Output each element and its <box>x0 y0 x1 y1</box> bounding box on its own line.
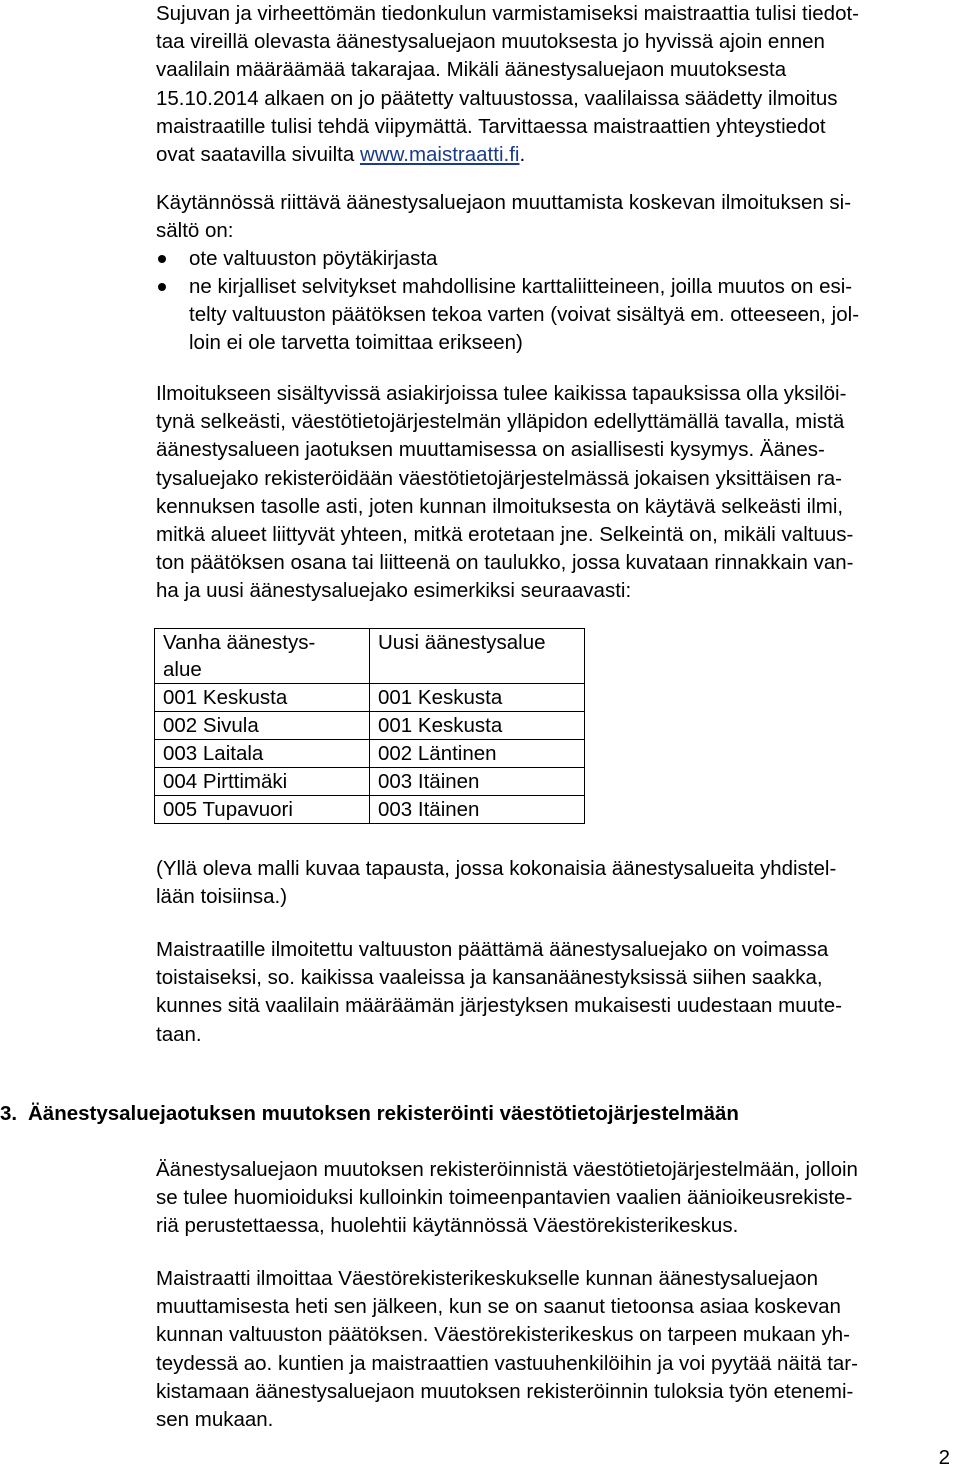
paragraph-registration <box>156 1156 946 1241</box>
table-cell: 002 Läntinen <box>370 740 585 768</box>
text-line: Maistraatti ilmoittaa Väestörekisterikeskukselle kunnan äänestysaluejaon <box>156 1267 819 1290</box>
table-header-new: Uusi äänestysalue <box>370 629 585 684</box>
table-cell: 004 Pirttimäki <box>155 768 370 796</box>
table-row <box>155 740 585 768</box>
voting-area-table <box>154 628 585 824</box>
text-line: äänestysalueen jaotuksen muuttamisessa on asiallisesti kysymys. Äänes- <box>156 438 825 462</box>
text-line: 15.10.2014 alkaen on jo päätetty valtuustossa, vaalilaissa säädetty ilmoitus <box>156 86 838 110</box>
table-cell: 003 Itäinen <box>370 768 585 796</box>
text-line: kistamaan äänestysaluejaon muutoksen rekisteröinnin tuloksia työn etenemi- <box>156 1379 854 1403</box>
page-number: 2 <box>938 1446 950 1469</box>
header-line: Vanha äänestys- <box>163 631 316 654</box>
text-line: maistraatille tulisi tehdä viipymättä. Tarvittaessa maistraattien yhteystiedot <box>156 114 826 138</box>
text-line: sältö on: <box>156 219 234 243</box>
text-line: kunnes sitä vaalilain määräämän järjestyksen mukaisesti uudestaan muute- <box>156 994 842 1018</box>
text-line: teydessä ao. kuntien ja maistraattien vastuuhenkilöihin ja voi pyytää näitä tar- <box>156 1351 858 1375</box>
text-line: kunnan valtuuston päätöksen. Väestörekisterikeskus on tarpeen mukaan yh- <box>156 1323 850 1347</box>
text-line: ne kirjalliset selvitykset mahdollisine karttaliitteineen, joilla muutos on esi- <box>189 275 853 298</box>
section-number: 3. <box>0 1102 18 1125</box>
paragraph-deadline <box>156 0 946 169</box>
paragraph-notification-process <box>156 1265 946 1434</box>
text-line: Ilmoitukseen sisältyvissä asiakirjoissa tulee kaikissa tapauksissa olla yksilöi- <box>156 382 847 405</box>
paragraph-table-note <box>156 855 946 911</box>
text-line: sen mukaan. <box>156 1408 274 1432</box>
table-cell: 001 Keskusta <box>155 684 370 712</box>
text-line: telty valtuuston päätöksen tekoa varten (voivat sisältyä em. otteeseen, jol- <box>189 303 860 327</box>
table-cell: 003 Itäinen <box>370 796 585 824</box>
text-line: taa vireillä olevasta äänestysaluejaon muutoksesta jo hyvissä ajoin ennen <box>156 30 825 54</box>
table-cell: 005 Tupavuori <box>155 796 370 824</box>
text-line: se tulee huomioiduksi kulloinkin toimeenpantavien vaalien äänioikeusrekiste- <box>156 1186 853 1210</box>
table-row <box>155 768 585 796</box>
text-line: Sujuvan ja virheettömän tiedonkulun varmistamiseksi maistraattia tulisi tiedot- <box>156 2 860 25</box>
text-fragment: . <box>519 143 526 167</box>
text-line: taan. <box>156 1022 202 1046</box>
list-item-text <box>189 273 859 358</box>
text-line: muuttamisesta heti sen jälkeen, kun se on saanut tietoonsa asiaa koskevan <box>156 1295 841 1319</box>
table-cell: 001 Keskusta <box>370 712 585 740</box>
table-row <box>155 684 585 712</box>
header-line: alue <box>163 658 202 681</box>
table-cell: 003 Laitala <box>155 740 370 768</box>
section-title: Äänestysaluejaotuksen muutoksen rekisteröinti väestötietojärjestelmään <box>28 1102 739 1125</box>
text-line: mitkä alueet liittyvät yhteen, mitkä erotetaan jne. Selkeintä on, mikäli valtuus- <box>156 523 854 547</box>
table-cell: 002 Sivula <box>155 712 370 740</box>
maistraatti-link[interactable]: www.maistraatti.fi <box>359 143 520 167</box>
paragraph-notification-content <box>156 189 946 245</box>
text-line: toistaiseksi, so. kaikissa vaaleissa ja kansanäänestyksissä siihen saakka, <box>156 966 823 990</box>
text-fragment: ovat saatavilla sivuilta <box>156 143 360 167</box>
text-line: ton päätöksen osana tai liitteenä on taulukko, jossa kuvataan rinnakkain van- <box>156 551 854 575</box>
paragraph-validity <box>156 936 946 1049</box>
text-line: Käytännössä riittävä äänestysaluejaon muuttamista koskevan ilmoituksen si- <box>156 191 852 214</box>
text-line: kennuksen tasolle asti, joten kunnan ilmoituksesta on käytävä selkeästi ilmi, <box>156 494 844 518</box>
text-line: vaalilain määräämää takarajaa. Mikäli äänestysaluejaon muutoksesta <box>156 58 787 82</box>
list-item-text <box>189 245 437 273</box>
text-line: tysaluejako rekisteröidään väestötietojärjestelmässä jokaisen yksittäisen ra- <box>156 466 842 490</box>
text-line: ote valtuuston pöytäkirjasta <box>189 247 438 270</box>
text-line: lään toisiinsa.) <box>156 885 288 909</box>
text-line: Äänestysaluejaon muutoksen rekisteröinnistä väestötietojärjestelmään, jolloin <box>156 1158 858 1181</box>
text-line: (Yllä oleva malli kuvaa tapausta, jossa kokonaisia äänestysalueita yhdistel- <box>156 857 837 880</box>
text-line: tynä selkeästi, väestötietojärjestelmän ylläpidon edellyttämällä tavalla, mistä <box>156 410 845 434</box>
text-line: Maistraatille ilmoitettu valtuuston päättämä äänestysaluejako on voimassa <box>156 938 829 961</box>
table-row <box>155 796 585 824</box>
text-line: loin ei ole tarvetta toimittaa erikseen) <box>189 331 523 355</box>
text-line: riä perustettaessa, huolehtii käytännössä Väestörekisterikeskus. <box>156 1214 739 1238</box>
paragraph-documents <box>156 380 946 606</box>
table-row <box>155 712 585 740</box>
table-header-row <box>155 629 585 684</box>
text-line <box>156 141 946 169</box>
text-line: ha ja uusi äänestysaluejako esimerkiksi seuraavasti: <box>156 579 632 603</box>
table-header-old <box>155 629 370 684</box>
table-cell: 001 Keskusta <box>370 684 585 712</box>
